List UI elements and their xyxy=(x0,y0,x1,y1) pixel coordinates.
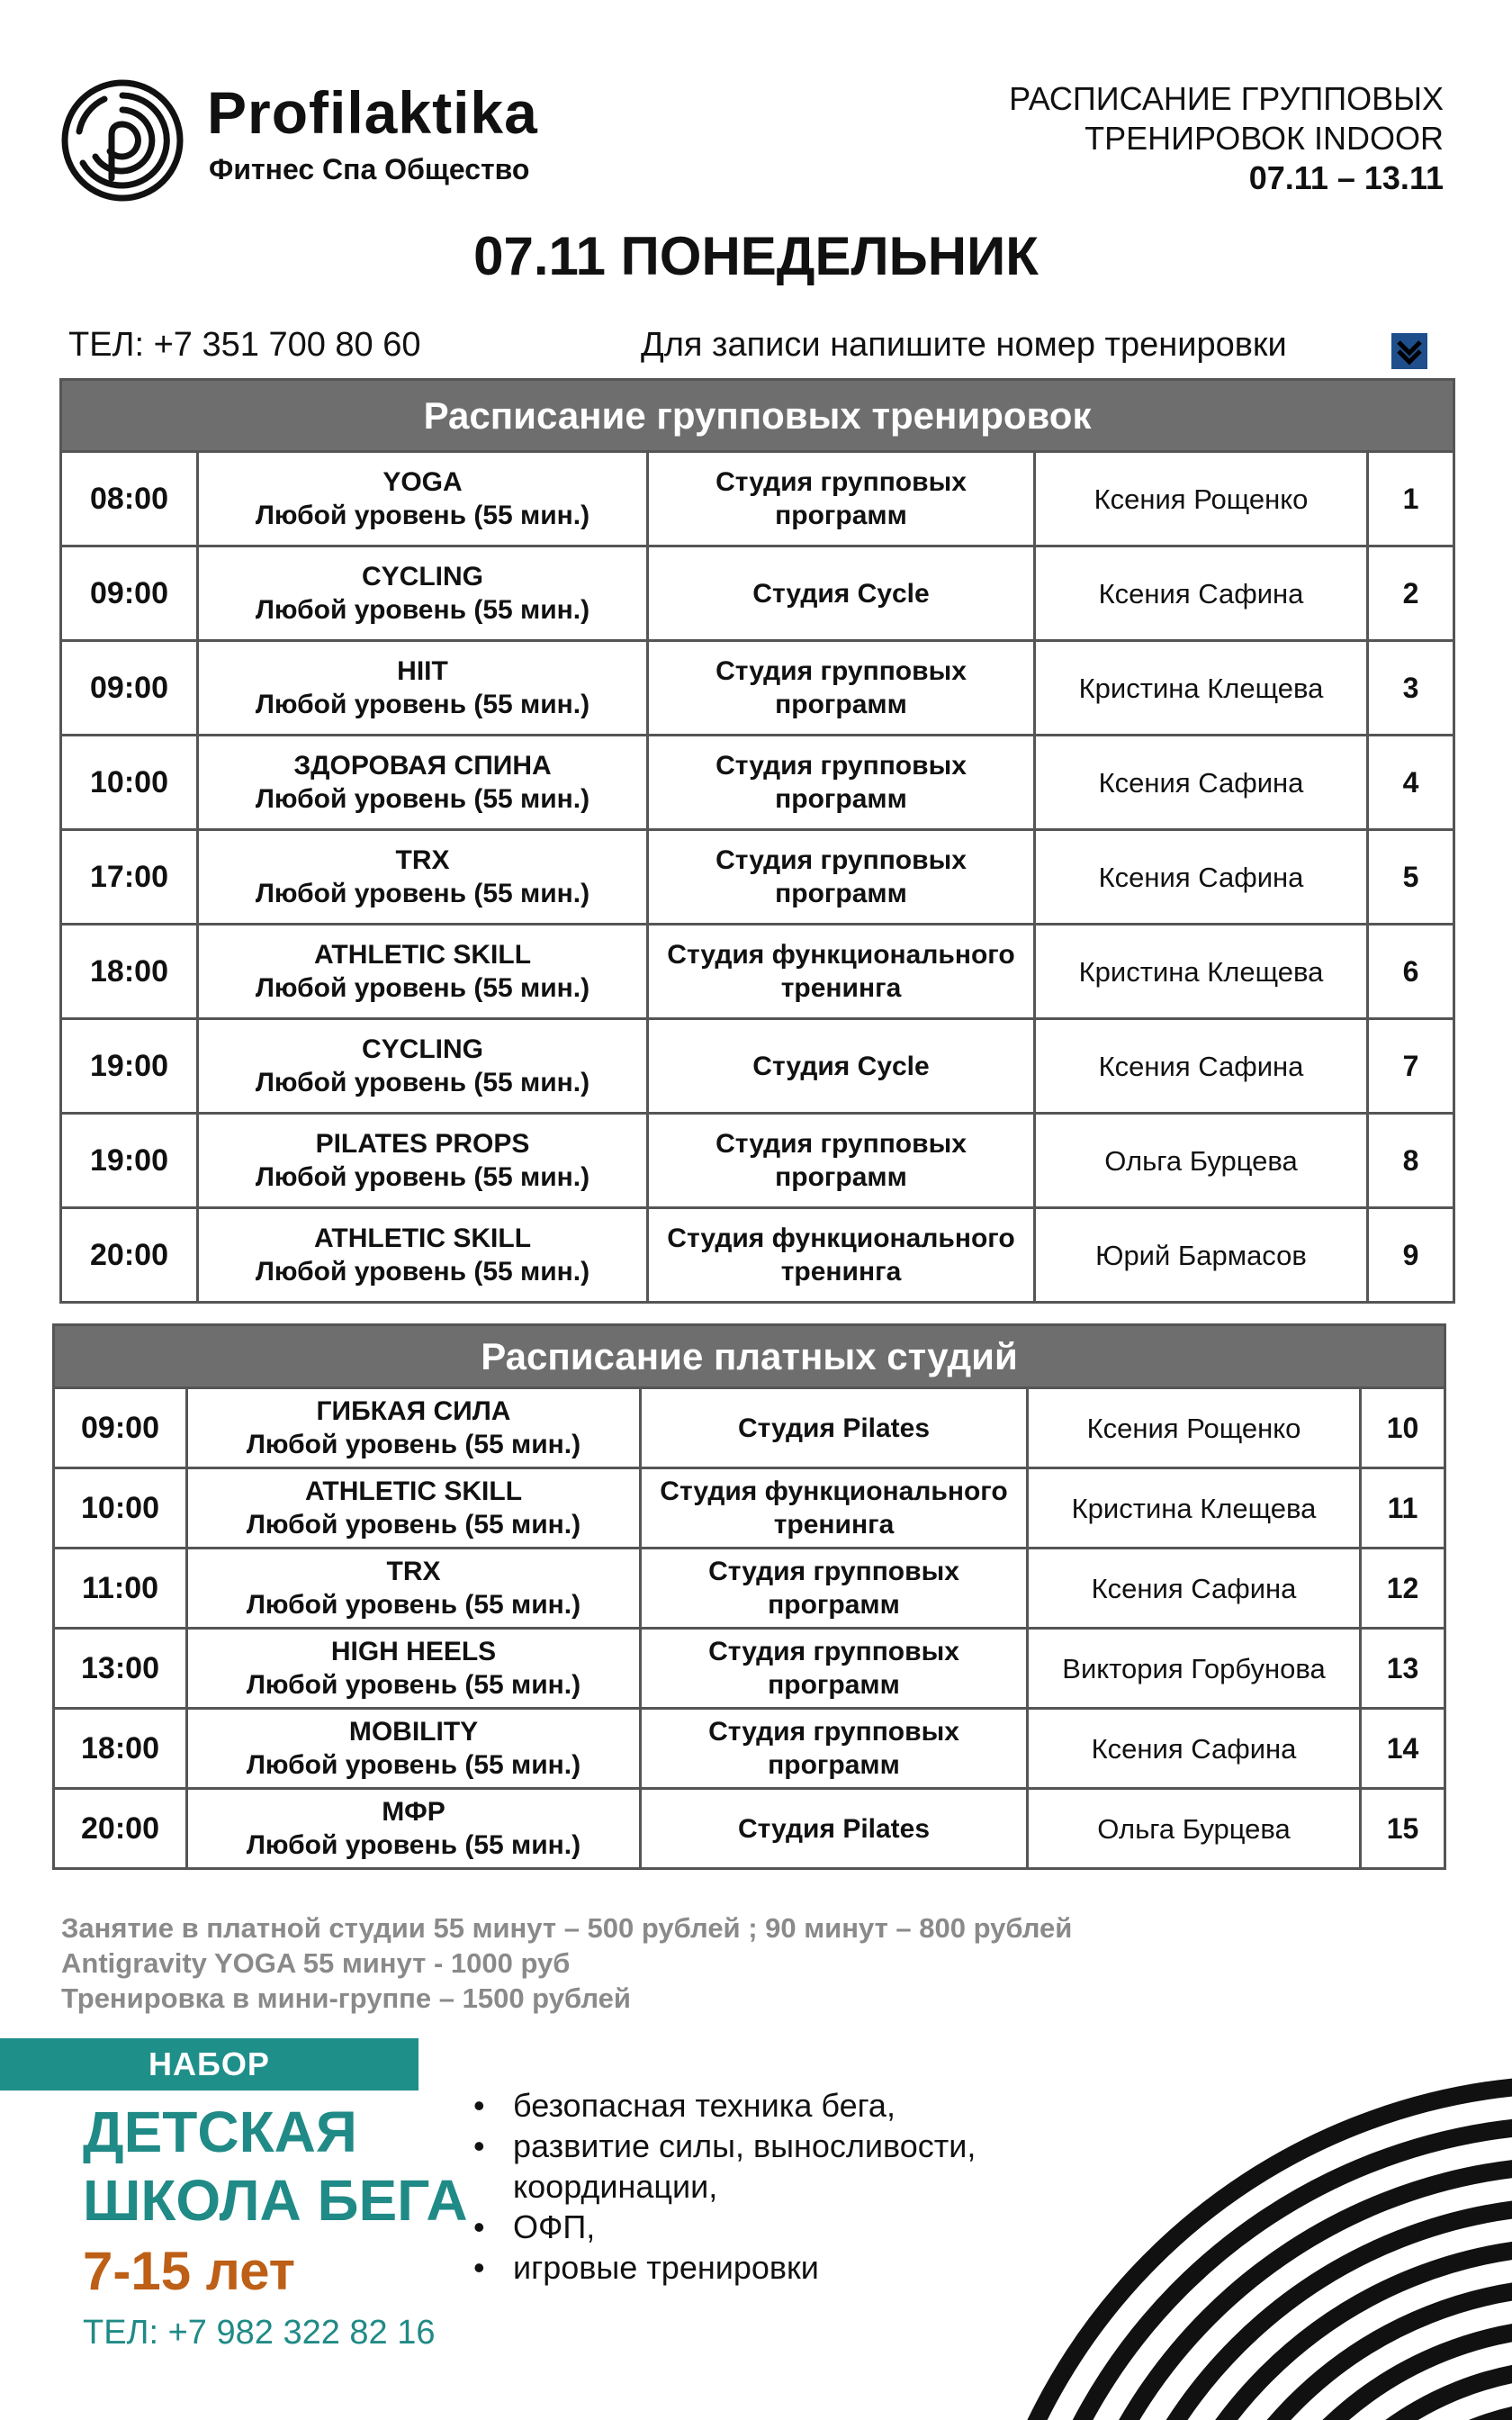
class-title xyxy=(198,641,648,736)
table-row xyxy=(61,452,1454,546)
studio-name: Студия групповых программ xyxy=(641,1709,1028,1789)
table-row xyxy=(61,830,1454,925)
signup-hint: Для записи напишите номер тренировки xyxy=(641,326,1287,364)
concentric-arcs-decoration xyxy=(855,2035,1512,2420)
studio-name: Студия групповых программ xyxy=(648,736,1035,830)
class-number: 11 xyxy=(1361,1468,1445,1549)
class-number: 15 xyxy=(1361,1789,1445,1869)
class-number: 9 xyxy=(1368,1208,1454,1303)
table-row xyxy=(61,1208,1454,1303)
table-row xyxy=(54,1789,1445,1869)
class-name: MOBILITY xyxy=(348,1717,479,1747)
coach-name: Ольга Бурцева xyxy=(1028,1789,1361,1869)
class-title xyxy=(198,925,648,1019)
table-row xyxy=(61,546,1454,641)
price-note: Antigravity YOGA 55 минут - 1000 руб xyxy=(61,1947,571,1979)
coach-name: Ксения Рощенко xyxy=(1035,452,1368,546)
class-level: Любой уровень (55 мин.) xyxy=(255,973,590,1003)
coach-name: Кристина Клещева xyxy=(1035,925,1368,1019)
class-title xyxy=(187,1789,641,1869)
class-number: 12 xyxy=(1361,1549,1445,1629)
class-level: Любой уровень (55 мин.) xyxy=(255,501,590,530)
class-time: 09:00 xyxy=(61,546,198,641)
class-title xyxy=(198,452,648,546)
class-title xyxy=(187,1709,641,1789)
fingerprint-logo-icon xyxy=(59,77,185,203)
class-title xyxy=(198,830,648,925)
coach-name: Кристина Клещева xyxy=(1035,641,1368,736)
class-name: PILATES PROPS xyxy=(315,1129,530,1159)
header-line-1: РАСПИСАНИЕ ГРУППОВЫХ xyxy=(1009,80,1444,117)
class-level: Любой уровень (55 мин.) xyxy=(246,1590,581,1620)
class-number: 5 xyxy=(1368,830,1454,925)
class-title xyxy=(198,1114,648,1208)
double-chevron-down-icon xyxy=(1391,333,1427,369)
studio-name: Студия Cycle xyxy=(648,546,1035,641)
price-note: Занятие в платной студии 55 минут – 500 рублей ; 90 минут – 800 рублей xyxy=(61,1912,1073,1944)
class-number: 10 xyxy=(1361,1388,1445,1468)
list-item: • безопасная техника бега, xyxy=(466,2085,1042,2126)
table-row xyxy=(61,641,1454,736)
studio-name: Студия групповых программ xyxy=(648,1114,1035,1208)
class-time: 09:00 xyxy=(54,1388,187,1468)
class-level: Любой уровень (55 мин.) xyxy=(246,1430,581,1459)
group-schedule-table xyxy=(59,378,1455,1304)
coach-name: Ксения Рощенко xyxy=(1028,1388,1361,1468)
class-time: 11:00 xyxy=(54,1549,187,1629)
contact-phone: ТЕЛ: +7 351 700 80 60 xyxy=(68,326,421,364)
class-number: 2 xyxy=(1368,546,1454,641)
coach-name: Ксения Сафина xyxy=(1035,736,1368,830)
class-level: Любой уровень (55 мин.) xyxy=(255,784,590,814)
table-row xyxy=(61,1114,1454,1208)
class-title xyxy=(187,1388,641,1468)
class-time: 18:00 xyxy=(54,1709,187,1789)
coach-name: Ольга Бурцева xyxy=(1035,1114,1368,1208)
class-number: 1 xyxy=(1368,452,1454,546)
table-row xyxy=(61,736,1454,830)
list-item: • ОФП, xyxy=(466,2207,1042,2247)
class-time: 19:00 xyxy=(61,1019,198,1114)
class-level: Любой уровень (55 мин.) xyxy=(255,1257,590,1287)
table-row xyxy=(61,1019,1454,1114)
studio-name: Студия групповых программ xyxy=(648,452,1035,546)
studio-name: Студия групповых программ xyxy=(641,1629,1028,1709)
day-title: 07.11 ПОНЕДЕЛЬНИК xyxy=(473,226,1039,286)
coach-name: Кристина Клещева xyxy=(1028,1468,1361,1549)
class-number: 4 xyxy=(1368,736,1454,830)
class-time: 10:00 xyxy=(54,1468,187,1549)
class-time: 10:00 xyxy=(61,736,198,830)
group-schedule-title: Расписание групповых тренировок xyxy=(61,380,1454,452)
studio-name: Студия функционального тренинга xyxy=(641,1468,1028,1549)
table-row xyxy=(54,1709,1445,1789)
coach-name: Ксения Сафина xyxy=(1028,1709,1361,1789)
table-row xyxy=(54,1549,1445,1629)
studio-name: Студия групповых программ xyxy=(641,1549,1028,1629)
class-title xyxy=(198,1019,648,1114)
class-level: Любой уровень (55 мин.) xyxy=(246,1670,581,1700)
class-title xyxy=(187,1549,641,1629)
coach-name: Ксения Сафина xyxy=(1028,1549,1361,1629)
coach-name: Ксения Сафина xyxy=(1035,546,1368,641)
price-notes xyxy=(61,1910,1072,2016)
coach-name: Ксения Сафина xyxy=(1035,830,1368,925)
promo-age: 7-15 лет xyxy=(83,2241,296,2301)
class-title xyxy=(187,1629,641,1709)
class-number: 8 xyxy=(1368,1114,1454,1208)
class-time: 13:00 xyxy=(54,1629,187,1709)
class-name: TRX xyxy=(386,1557,441,1586)
class-time: 20:00 xyxy=(54,1789,187,1869)
studio-name: Студия Cycle xyxy=(648,1019,1035,1114)
class-title xyxy=(198,546,648,641)
class-title xyxy=(198,736,648,830)
promo-banner: НАБОР xyxy=(0,2038,418,2090)
paid-schedule-title: Расписание платных студий xyxy=(54,1325,1445,1388)
class-name: ATHLETIC SKILL xyxy=(313,940,532,970)
class-name: TRX xyxy=(395,845,450,875)
class-name: HIIT xyxy=(397,656,448,686)
class-name: HIGH HEELS xyxy=(330,1637,497,1666)
class-level: Любой уровень (55 мин.) xyxy=(246,1750,581,1780)
class-level: Любой уровень (55 мин.) xyxy=(255,1162,590,1192)
class-title xyxy=(198,1208,648,1303)
class-name: МФР xyxy=(382,1797,446,1827)
coach-name: Ксения Сафина xyxy=(1035,1019,1368,1114)
brand-tagline: Фитнес Спа Общество xyxy=(209,153,530,185)
class-number: 6 xyxy=(1368,925,1454,1019)
class-number: 3 xyxy=(1368,641,1454,736)
studio-name: Студия функционального тренинга xyxy=(648,925,1035,1019)
studio-name: Студия Pilates xyxy=(641,1388,1028,1468)
class-name: CYCLING xyxy=(362,1034,483,1064)
schedule-header xyxy=(1009,79,1444,198)
promo-title-line-2: ШКОЛА БЕГА xyxy=(83,2168,468,2233)
class-name: ГИБКАЯ СИЛА xyxy=(316,1396,511,1426)
class-name: ATHLETIC SKILL xyxy=(304,1476,523,1506)
promo-title xyxy=(83,2098,497,2235)
class-level: Любой уровень (55 мин.) xyxy=(255,690,590,719)
class-level: Любой уровень (55 мин.) xyxy=(255,595,590,625)
class-number: 13 xyxy=(1361,1629,1445,1709)
header-date-range: 07.11 – 13.11 xyxy=(1248,159,1444,196)
class-name: ATHLETIC SKILL xyxy=(313,1224,532,1253)
paid-schedule-table xyxy=(52,1323,1446,1870)
class-level: Любой уровень (55 мин.) xyxy=(246,1830,581,1860)
header-line-2: ТРЕНИРОВОК INDOOR xyxy=(1084,120,1444,157)
class-time: 09:00 xyxy=(61,641,198,736)
class-name: YOGA xyxy=(382,467,463,497)
class-level: Любой уровень (55 мин.) xyxy=(255,1068,590,1097)
studio-name: Студия функционального тренинга xyxy=(648,1208,1035,1303)
table-row xyxy=(61,925,1454,1019)
coach-name: Виктория Горбунова xyxy=(1028,1629,1361,1709)
coach-name: Юрий Бармасов xyxy=(1035,1208,1368,1303)
class-number: 7 xyxy=(1368,1019,1454,1114)
class-time: 08:00 xyxy=(61,452,198,546)
brand-name: Profilaktika xyxy=(207,79,538,146)
list-item: • игровые тренировки xyxy=(466,2247,1042,2288)
studio-name: Студия групповых программ xyxy=(648,641,1035,736)
promo-title-line-1: ДЕТСКАЯ xyxy=(83,2099,357,2164)
class-name: ЗДОРОВАЯ СПИНА xyxy=(293,751,552,781)
list-item: • развитие силы, выносливости, координации, xyxy=(466,2126,1042,2207)
class-time: 19:00 xyxy=(61,1114,198,1208)
class-time: 18:00 xyxy=(61,925,198,1019)
class-number: 14 xyxy=(1361,1709,1445,1789)
table-row xyxy=(54,1468,1445,1549)
promo-phone: ТЕЛ: +7 982 322 82 16 xyxy=(83,2314,436,2352)
class-level: Любой уровень (55 мин.) xyxy=(246,1510,581,1540)
class-name: CYCLING xyxy=(362,562,483,591)
table-row xyxy=(54,1388,1445,1468)
class-level: Любой уровень (55 мин.) xyxy=(255,879,590,908)
studio-name: Студия Pilates xyxy=(641,1789,1028,1869)
class-time: 20:00 xyxy=(61,1208,198,1303)
studio-name: Студия групповых программ xyxy=(648,830,1035,925)
price-note: Тренировка в мини-группе – 1500 рублей xyxy=(61,1982,631,2014)
table-row xyxy=(54,1629,1445,1709)
class-time: 17:00 xyxy=(61,830,198,925)
class-title xyxy=(187,1468,641,1549)
